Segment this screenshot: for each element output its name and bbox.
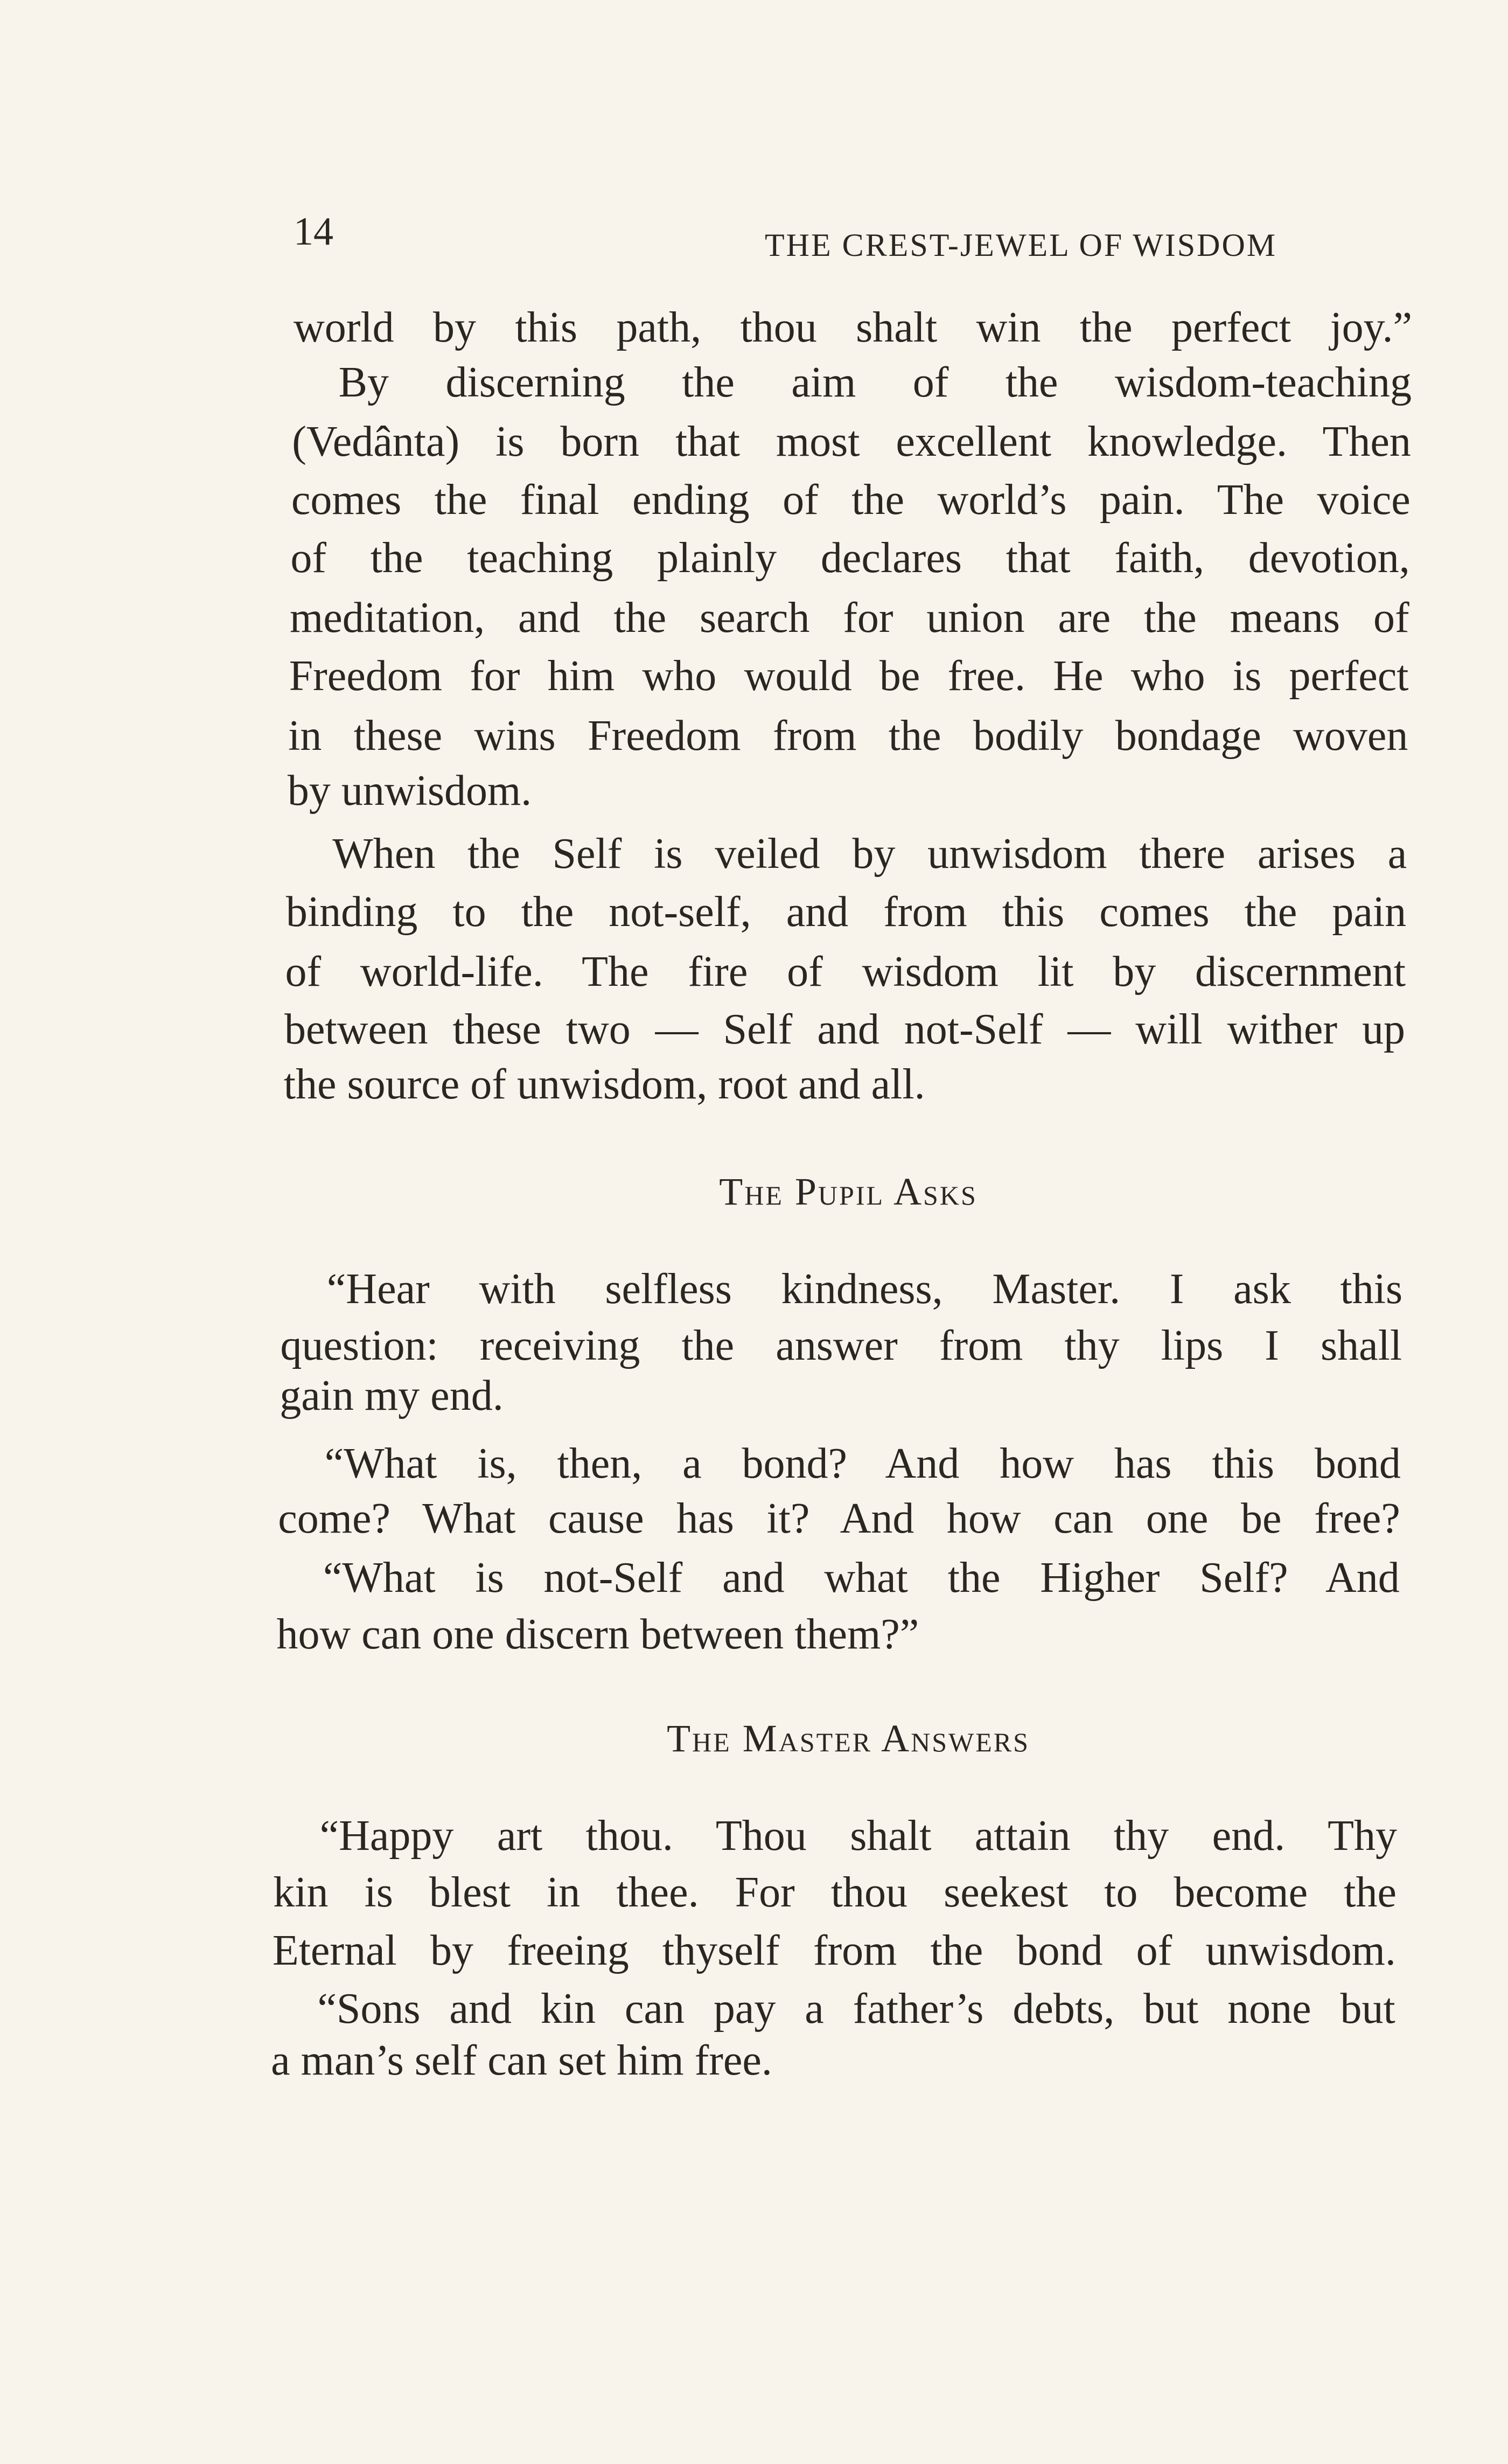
page-number: 14 bbox=[294, 210, 333, 254]
text-line: “What is, then, a bond? And how has this bond bbox=[324, 1440, 1401, 1487]
text-line: of world-life. The fire of wisdom lit by discernment bbox=[285, 948, 1406, 996]
text-line: comes the final ending of the world’s pain. The voice bbox=[291, 476, 1411, 524]
text-line: “Happy art thou. Thou shalt attain thy end. Thy bbox=[319, 1812, 1397, 1860]
text-line: by unwisdom. bbox=[287, 767, 532, 815]
section-heading: The Master Answers bbox=[667, 1717, 1030, 1760]
text-line: question: receiving the answer from thy lips I shall bbox=[280, 1322, 1402, 1369]
text-line: how can one discern between them?” bbox=[276, 1611, 919, 1658]
text-line: Eternal by freeing thyself from the bond of unwisdom. bbox=[272, 1927, 1396, 1974]
text-line: “What is not-Self and what the Higher Self? And bbox=[323, 1554, 1400, 1602]
text-line: of the teaching plainly declares that faith, devotion, bbox=[290, 534, 1410, 582]
text-line: Freedom for him who would be free. He who is perfect bbox=[289, 652, 1409, 700]
text-line: meditation, and the search for union are the means of bbox=[289, 594, 1409, 642]
text-line: the source of unwisdom, root and all. bbox=[283, 1061, 925, 1108]
text-line: gain my end. bbox=[280, 1372, 504, 1419]
text-line: come? What cause has it? And how can one be free? bbox=[278, 1495, 1400, 1542]
text-line: in these wins Freedom from the bodily bondage woven bbox=[288, 712, 1408, 760]
text-line: “Sons and kin can pay a father’s debts, but none but bbox=[317, 1985, 1395, 2033]
text-line: (Vedânta) is born that most excellent knowledge. Then bbox=[292, 418, 1411, 465]
text-line: By discerning the aim of the wisdom-teaching bbox=[338, 359, 1412, 406]
text-line: “Hear with selfless kindness, Master. I ask this bbox=[326, 1265, 1403, 1313]
text-line: between these two — Self and not-Self — will wither up bbox=[284, 1006, 1405, 1053]
text-line: a man’s self can set him free. bbox=[271, 2037, 772, 2084]
text-line: world by this path, thou shalt win the perfect joy.” bbox=[294, 304, 1412, 351]
running-title: THE CREST-JEWEL OF WISDOM bbox=[765, 227, 1277, 263]
text-line: kin is blest in thee. For thou seekest to become the bbox=[273, 1869, 1397, 1916]
section-heading: The Pupil Asks bbox=[719, 1170, 978, 1213]
text-line: When the Self is veiled by unwisdom there arises a bbox=[332, 830, 1407, 878]
text-line: binding to the not-self, and from this comes the pain bbox=[285, 888, 1407, 936]
